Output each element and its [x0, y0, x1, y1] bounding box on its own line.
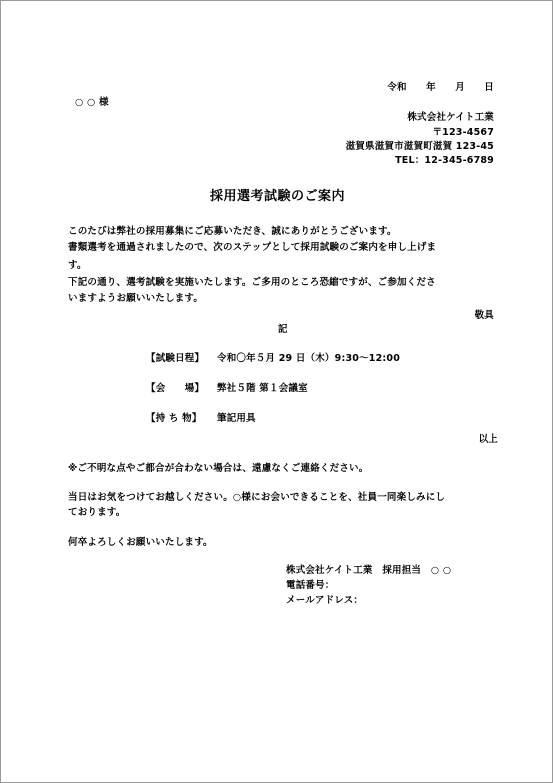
ijou-marker: 以上 [478, 434, 498, 445]
document-title: 採用選考試験のご案内 [209, 189, 345, 204]
body-paragraph-2-line-2: す。 [68, 260, 87, 271]
detail-value-schedule: 令和〇年５月 29 日（木）9:30～12:00 [217, 353, 401, 364]
note-inquiry: ※ご不明な点やご都合が合わない場合は、遠慮なくご連絡ください。 [68, 463, 369, 474]
body-paragraph-2-line-1: 書類選考を通過されましたので、次のステップとして採用試験のご案内を申し上げま [68, 242, 437, 253]
detail-label-belongings: 【持 ち 物】 [146, 413, 202, 424]
body-paragraph-3-line-2: いますようお願いいたします。 [68, 293, 204, 304]
detail-value-venue: 弊社５階 第１会議室 [217, 383, 308, 394]
date-line: 令和 年 月 日 [387, 82, 494, 93]
sender-address: 滋賀県滋賀市滋賀町滋賀 123-45 [345, 141, 494, 152]
note-arrival-line-1: 当日はお気をつけてお越しください。○様にお会いできることを、社員一同楽しみにし [68, 492, 446, 503]
sender-postal: 〒123-4567 [432, 127, 494, 138]
detail-label-venue: 【会 場】 [146, 383, 205, 394]
footer-signature: 株式会社ケイト工業 採用担当 ○ ○ [286, 565, 452, 576]
body-paragraph-1: このたびは弊社の採用募集にご応募いただき、誠にありがとうございます。 [68, 226, 397, 237]
ki-marker: 記 [278, 324, 288, 335]
note-regards: 何卒よろしくお願いいたします。 [68, 537, 213, 548]
detail-label-schedule: 【試験日程】 [146, 353, 205, 364]
note-arrival-line-2: ております。 [68, 507, 126, 518]
body-paragraph-3-line-1: 下記の通り、選考試験を実施いたします。ご多用のところ恐縮ですが、ご参加くださ [68, 277, 436, 288]
recipient-name: ○ ○ 様 [75, 97, 109, 108]
detail-value-belongings: 筆記用具 [217, 413, 256, 424]
closing-keigu: 敬具 [474, 310, 494, 321]
sender-tel: TEL：12-345-6789 [395, 155, 494, 166]
footer-phone: 電話番号： [286, 580, 335, 591]
sender-company: 株式会社ケイト工業 [407, 112, 494, 123]
footer-email: メールアドレス： [286, 595, 364, 606]
